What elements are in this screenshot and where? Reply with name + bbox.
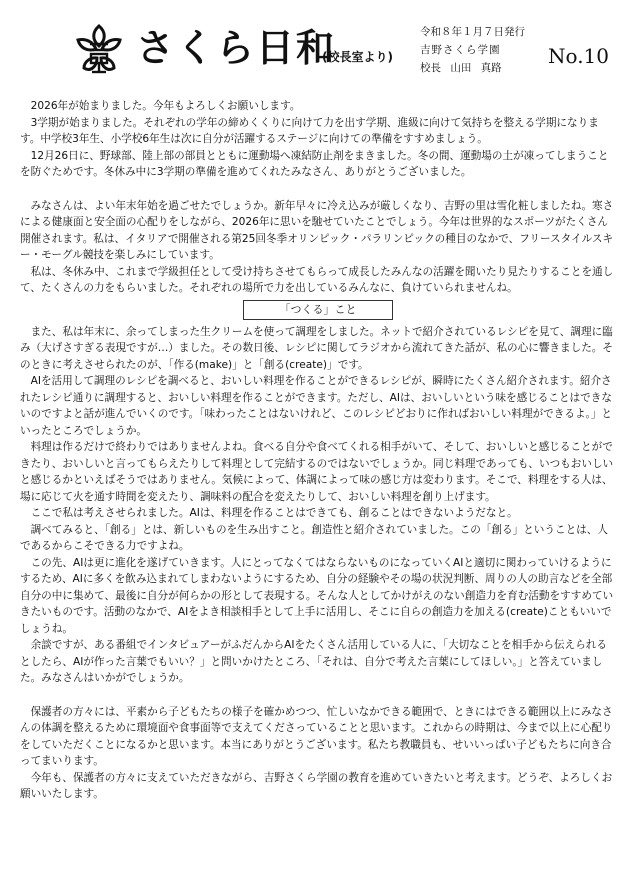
newsletter-title: さくら日和: [136, 26, 337, 70]
paragraph: 3学期が始まりました。それぞれの学年の締めくくりに向けて力を出す学期、進級に向けて気持ちを整える学期になります。中学校3年生、小学校6年生は次に自分が活躍するステージに向けての準備をすすめましょう。: [20, 116, 599, 145]
section-heading: 「つくる」こと: [243, 300, 393, 320]
school-emblem-icon: [70, 22, 128, 78]
paragraph: ここで私は考えさせられました。AIは、料理を作ることはできても、創ることはできないようだなと。: [30, 507, 518, 519]
paragraph: この先、AIは更に進化を遂げていきます。人にとってなくてはならないものになっていくAIと適切に関わっていけるようにするため、AIに多くを飲み込まれてしまわないようにするため、自分の経験やその場の状況判断、周りの人の助言などを全部自分の中に集めて、最後に自分が何らかの形として表現する。そんな人としてかけがえのない創造力を育む活動をすすめていきたいものです。活動のなかで、AIをよき相談相手として上手に活用し、そこに自らの創造力を加える(create)こともいいでしょうね。: [20, 556, 614, 635]
paragraph: 料理は作るだけで終わりではありませんよね。食べる自分や食べてくれる相手がいて、そして、おいしいと感じることができたり、おいしいと言ってもらえたりして料理として完結するのではないでしょうか。同じ料理であっても、いつもおいしいと感じるかといえばそうではありません。気候によって、体調によって味の感じ方は変わります。そこで、料理をする人は、場に応じて火を通す時間を変えたり、調味料の配合を変えたりして、おいしい料理を創り上げます。: [20, 441, 614, 503]
spacer: [20, 181, 616, 198]
paragraph: 2026年が始まりました。今年もよろしくお願いします。: [30, 100, 301, 112]
paragraph: みなさんは、よい年末年始を過ごせたでしょうか。新年早々に冷え込みが厳しくなり、吉野の里は雪化粧しましたね。寒さによる健康面と安全面の心配りをしながら、2026年に思いを馳せていたことでしょう。今年は世界的なスポーツがたくさん開催されます。私は、イタリアで開催される第25回冬季オリンピック・パラリンピックの種目のなかで、フリースタイルスキー・モーグル競技を楽しみにしています。: [20, 199, 614, 261]
paragraph: 保護者の方々には、平素から子どもたちの様子を確かめつつ、忙しいなかできる範囲で、ときにはできる範囲以上にみなさんの体調を整えるために環境面や食事面等で支えてくださっていることと思います。これからの時期は、今まで以上に心配りをしていただくことになるかと思います。本当にありがとうございます。私たち教職員も、せいいっぱい子どもたちに向き合ってまいります。: [20, 705, 613, 767]
paragraph: AIを活用して調理のレシピを調べると、おいしい料理を作ることができるレシピが、瞬時にたくさん紹介されます。紹介されたレシピ通りに調理すると、おいしい料理を作ることができます。ただし、AIは、おいしいという味を感じることはできないのですよと話が進んでいくのです。「味わったことはないけれど、このレシピどおりに作ればおいしい料理ができるよ。」といったところでしょうか。: [20, 375, 613, 437]
paragraph: 私は、冬休み中、これまで学級担任として受け持ちさせてもらって成長したみんなの活躍を聞いたり見たりすることを通して、たくさんの力をもらいました。それぞれの場所で力を出しているみんなに、負けていられませんね。: [20, 265, 614, 294]
newsletter-body: [20, 98, 616, 803]
newsletter-header: [70, 20, 610, 80]
paragraph: また、私は年末に、余ってしまった生クリームを使って調理をしました。ネットで紹介されているレシピを見て、調理に臨み（大げさすぎる表現ですが…）ました。その数日後、レシピに関してラジオから流れてきた話が、私の心に響きました。そのときに考えさせられたのが、「作る(make)」と「創る(create)」です。: [20, 325, 613, 371]
paragraph: 余談ですが、ある番組でインタビュアーがふだんからAIをたくさん活用している人に、「大切なことを相手から伝えられるとしたら、AIが作った言葉でもいい？」と問いかけたところ、「それは、自分で考えた言葉にしてほしい。」と答えていました。みなさんはいかがでしょうか。: [20, 639, 607, 684]
paragraph: 12月26日に、野球部、陸上部の部員とともに運動場へ凍結防止剤をまきました。冬の間、運動場の土が凍ってしまうことを防ぐためです。冬休み中に3学期の準備を進めてくれたみなさん、ありがとうございました。: [20, 149, 609, 178]
author-name: 校長 山田 真路: [420, 62, 502, 74]
school-name: 吉野さくら学園: [420, 44, 501, 56]
paragraph: 調べてみると、「創る」とは、新しいものを生み出すこと。創造性と紹介されていました。この「創る」ということは、人であるからこそできる力ですよね。: [20, 523, 608, 552]
newsletter-subtitle: (校長室より): [322, 50, 393, 64]
spacer: [20, 687, 616, 704]
issue-date: 令和８年１月７日発行: [420, 26, 525, 38]
paragraph: 今年も、保護者の方々に支えていただきながら、吉野さくら学園の教育を進めていきたいと考えます。どうぞ、よろしくお願いいたします。: [20, 771, 613, 800]
issue-number: No.10: [548, 44, 609, 68]
issue-info: [420, 20, 620, 78]
